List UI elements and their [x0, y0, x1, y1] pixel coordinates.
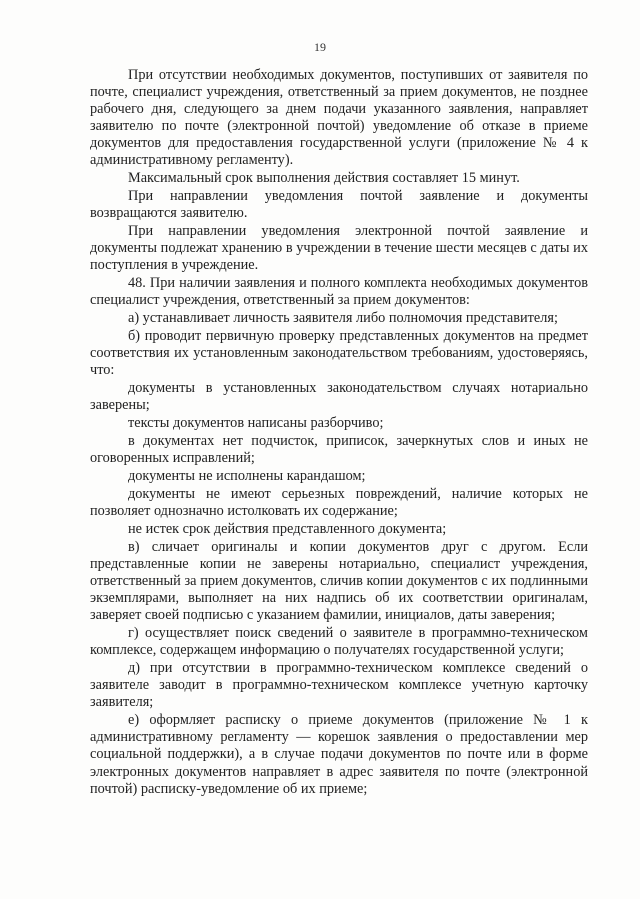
paragraph: документы не исполнены карандашом; — [128, 468, 366, 485]
paragraph: б) проводит первичную проверку представленных документов на предмет соответствия их установленным законодательством требованиям, удостоверяясь, что: — [90, 328, 588, 379]
paragraph: не истек срок действия представленного документа; — [128, 521, 447, 537]
paragraph: документы не имеют серьезных повреждений, наличие которых не позволяет однозначно истолковать их содержание; — [90, 486, 588, 520]
page-number: 19 — [314, 40, 326, 54]
paragraph: тексты документов написаны разборчиво; — [128, 415, 384, 432]
paragraph: документы в установленных законодательством случаях нотариально заверены; — [90, 380, 588, 414]
paragraph: При отсутствии необходимых документов, поступивших от заявителя по почте, специалист учреждения, ответственный за прием документов, не позднее рабочего дня, следующего за днем подачи указанного заявления, направляет заявителю по почте (электронной почтой) уведомление об отказе в приеме документов для предоставления государственной услуги (приложение № 4 к административному регламенту). — [90, 67, 588, 169]
paragraph: д) при отсутствии в программно-техническом комплексе сведений о заявителе заводит в программно-техническом комплексе учетную карточку заявителя; — [90, 660, 588, 711]
paragraph: в документах нет подчисток, приписок, зачеркнутых слов и иных не оговоренных исправлений; — [90, 433, 588, 467]
document-body — [90, 67, 588, 798]
paragraph: в) сличает оригиналы и копии документов друг с другом. Если представленные копии не заверены нотариально, специалист учреждения, ответственный за прием документов, сличив копии документов с их подлинными экземплярами, выполняет на них надпись об их соответствии оригиналам, заверяет своей подписью с указанием фамилии, инициалов, даты заверения; — [90, 538, 588, 624]
paragraph: При направлении уведомления электронной почтой заявление и документы подлежат хранению в учреждении в течение шести месяцев с даты их поступления в учреждение. — [90, 223, 588, 274]
paragraph: е) оформляет расписку о приеме документов (приложение № 1 к административному регламенту — корешок заявления о предоставлении мер социальной поддержки), а в случае подачи документов по почте или в форме электронных документов направляет в адрес заявителя по почте (электронной почтой) расписку-уведомление об их приеме; — [90, 712, 588, 797]
paragraph: 48. При наличии заявления и полного комплекта необходимых документов специалист учреждения, ответственный за прием документов: — [90, 275, 588, 309]
paragraph: г) осуществляет поиск сведений о заявителе в программно-техническом комплексе, содержащем информацию о получателях государственной услуги; — [90, 625, 588, 659]
paragraph: Максимальный срок выполнения действия составляет 15 минут. — [128, 170, 520, 187]
paragraph: При направлении уведомления почтой заявление и документы возвращаются заявителю. — [90, 188, 588, 222]
paragraph: а) устанавливает личность заявителя либо полномочия представителя; — [128, 310, 558, 327]
